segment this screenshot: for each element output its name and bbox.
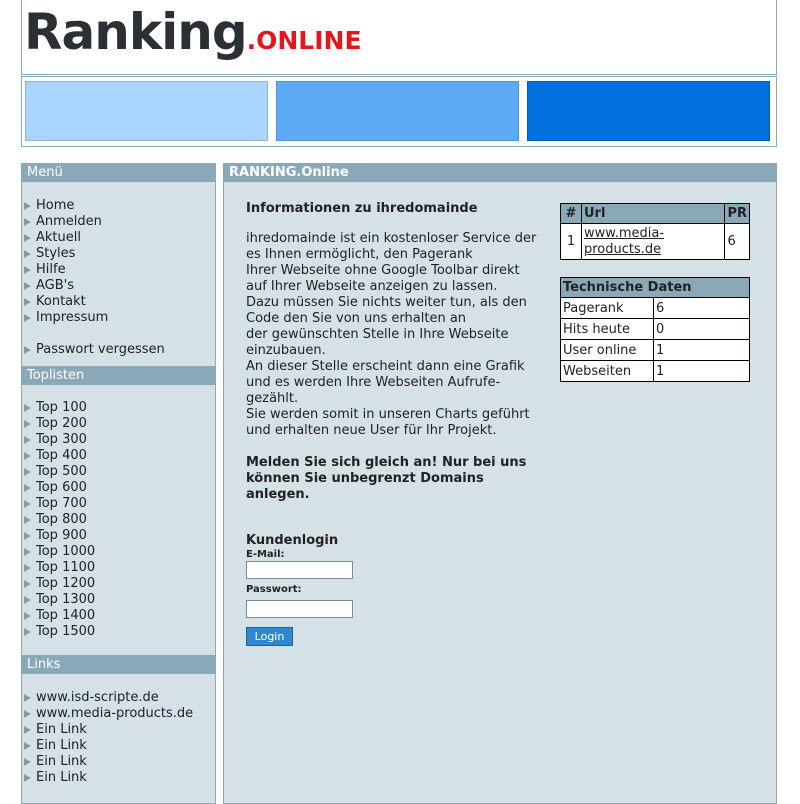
menu-item-impressum[interactable]: Impressum [22, 310, 215, 326]
tech-value: 0 [654, 319, 750, 340]
table-row [561, 319, 750, 340]
table-row [561, 361, 750, 382]
login-form [246, 533, 546, 646]
link-item[interactable]: Ein Link [22, 770, 215, 786]
url-cell [582, 224, 725, 260]
info-line: Dazu müssen Sie nichts weiter tun, als den [246, 295, 527, 310]
link-item[interactable]: Ein Link [22, 754, 215, 770]
toplist-item[interactable]: Top 1200 [22, 576, 215, 592]
toplist-item[interactable]: Top 400 [22, 448, 215, 464]
tech-label: Webseiten [561, 361, 654, 382]
toplist-item[interactable]: Top 1300 [22, 592, 215, 608]
info-line: gezählt. [246, 391, 299, 406]
toplist-item[interactable]: Top 800 [22, 512, 215, 528]
tech-label: User online [561, 340, 654, 361]
info-line: Code den Sie von uns erhalten an [246, 311, 467, 326]
tech-value: 6 [654, 298, 750, 319]
menu-item-anmelden[interactable]: Anmelden [22, 214, 215, 230]
email-field[interactable] [246, 561, 353, 579]
banner-box-medium [276, 81, 519, 141]
banner-box-dark [527, 81, 770, 141]
link-item[interactable]: www.isd-scripte.de [22, 690, 215, 706]
link-item[interactable]: www.media-products.de [22, 706, 215, 722]
rank-cell: 1 [561, 224, 582, 260]
table-row [561, 340, 750, 361]
toplist-item[interactable]: Top 900 [22, 528, 215, 544]
toplist-item[interactable]: Top 1100 [22, 560, 215, 576]
info-line: es Ihnen ermöglicht, den Pagerank [246, 247, 473, 262]
info-line: und erhalten neue User für Ihr Projekt. [246, 423, 497, 438]
main-title: RANKING.Online [224, 163, 776, 182]
url-link[interactable] [584, 226, 664, 257]
logo-main-text: Ranking [24, 3, 247, 61]
info-line: ihredomainde ist ein kostenloser Service der [246, 231, 537, 246]
pr-col-header: PR [725, 204, 750, 224]
menu-item-styles[interactable]: Styles [22, 246, 215, 262]
toplist-item[interactable]: Top 1000 [22, 544, 215, 560]
password-field[interactable] [246, 600, 353, 618]
toplist-item[interactable]: Top 200 [22, 416, 215, 432]
toplist-item[interactable]: Top 600 [22, 480, 215, 496]
banner-box-light [25, 81, 268, 141]
info-line: auf Ihrer Webseite anzeigen zu lassen. [246, 279, 498, 294]
toplisten-list [22, 400, 215, 640]
info-paragraph [246, 231, 546, 439]
login-title: Kundenlogin [246, 533, 339, 548]
url-line: products.de [584, 242, 662, 257]
tech-table-title: Technische Daten [561, 278, 750, 298]
sidebar-toplisten-title: Toplisten [22, 366, 215, 385]
toplist-item[interactable]: Top 300 [22, 432, 215, 448]
url-col-header: Url [582, 204, 725, 224]
toplist-item[interactable]: Top 500 [22, 464, 215, 480]
cta-line: können Sie unbegrenzt Domains [246, 471, 484, 486]
info-line: An dieser Stelle erscheint dann eine Grafik [246, 359, 525, 374]
tech-label: Hits heute [561, 319, 654, 340]
tech-value: 1 [654, 361, 750, 382]
menu-list [22, 198, 215, 326]
toplist-item[interactable]: Top 700 [22, 496, 215, 512]
sidebar-menu-title: Menü [22, 163, 215, 182]
menu-item-passwort-vergessen[interactable]: Passwort vergessen [22, 342, 215, 358]
table-row [561, 224, 750, 260]
email-label: E-Mail: [246, 549, 285, 560]
toplist-item[interactable]: Top 1500 [22, 624, 215, 640]
link-item[interactable]: Ein Link [22, 722, 215, 738]
menu-extra-list [22, 342, 215, 358]
sidebar-links-title: Links [22, 655, 215, 674]
site-header [21, 0, 777, 75]
info-line: der gewünschten Stelle in Ihre Webseite [246, 327, 509, 342]
cta-line: anlegen. [246, 487, 310, 502]
menu-item-home[interactable]: Home [22, 198, 215, 214]
tech-table [560, 277, 750, 382]
toplist-item[interactable]: Top 1400 [22, 608, 215, 624]
sidebar [21, 163, 216, 804]
tech-value: 1 [654, 340, 750, 361]
info-line: Sie werden somit in unseren Charts geführt [246, 407, 530, 422]
menu-item-agb[interactable]: AGB's [22, 278, 215, 294]
toplist-item[interactable]: Top 100 [22, 400, 215, 416]
banner [21, 76, 777, 147]
menu-item-aktuell[interactable]: Aktuell [22, 230, 215, 246]
info-line: Ihrer Webseite ohne Google Toolbar direkt [246, 263, 520, 278]
rank-col-header: # [561, 204, 582, 224]
main-panel [223, 163, 777, 804]
main-content [246, 163, 546, 646]
table-row [561, 298, 750, 319]
cta-line: Melden Sie sich gleich an! Nur bei uns [246, 455, 527, 470]
url-line: www.media- [584, 226, 665, 241]
links-list [22, 690, 215, 786]
site-logo[interactable] [24, 2, 362, 71]
password-label: Passwort: [246, 584, 302, 595]
signup-cta [246, 455, 546, 503]
link-item[interactable]: Ein Link [22, 738, 215, 754]
tech-label: Pagerank [561, 298, 654, 319]
menu-item-kontakt[interactable]: Kontakt [22, 294, 215, 310]
login-button[interactable]: Login [246, 627, 293, 646]
pr-cell: 6 [725, 224, 750, 260]
info-line: einzubauen. [246, 343, 326, 358]
info-line: und es werden Ihre Webseiten Aufrufe- [246, 375, 501, 390]
logo-suffix-text: .ONLINE [246, 26, 362, 55]
rank-table [560, 203, 750, 260]
info-heading: Informationen zu ihredomainde [246, 201, 478, 216]
menu-item-hilfe[interactable]: Hilfe [22, 262, 215, 278]
